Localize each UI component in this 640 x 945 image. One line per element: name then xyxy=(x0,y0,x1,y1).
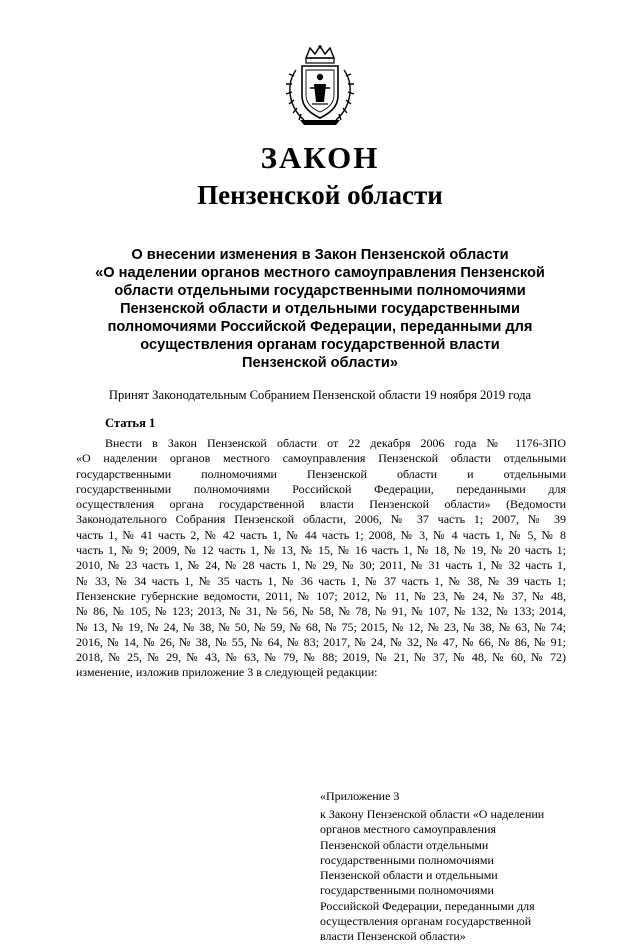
body-line: № 33, № 34 часть 1, № 35 часть 1, № 36 часть 1, № 37 часть 1, № 38, № 39 часть 1; xyxy=(76,573,566,588)
body-line: часть 1, № 9; 2009, № 12 часть 1, № 13, № 15, № 16 часть 1, № 18, № 19, № 20 часть 1; xyxy=(76,543,566,558)
body-line: 2018, № 25, № 29, № 43, № 63, № 79, № 88; 2019, № 21, № 37, № 48, № 60, № 72) xyxy=(76,650,566,665)
law-heading xyxy=(78,246,562,372)
body-line: государственными полномочиями Пензенской области и отдельными xyxy=(76,466,566,481)
heading-line: Пензенской области и отдельными государственными xyxy=(120,301,520,317)
body-line: Внести в Закон Пензенской области от 22 декабря 2006 года № 1176-ЗПО xyxy=(105,436,566,450)
body-line: Пензенские губернские ведомости, 2011, № 107; 2012, № 11, № 23, № 24, № 37, № 48, xyxy=(76,588,566,603)
body-line: № 86, № 105, № 123; 2013, № 31, № 56, № 58, № 78, № 91, № 107, № 132, № 133; 2014, xyxy=(76,604,566,619)
body-line: 2010, № 23 часть 1, № 24, № 28 часть 1, № 29, № 30; 2011, № 31 часть 1, № 32 часть 1, xyxy=(76,558,566,573)
appendix-line: Российской Федерации, переданными для xyxy=(320,898,535,913)
appendix-line: Пензенской области и отдельными xyxy=(320,868,498,883)
document-subtitle: Пензенской области xyxy=(197,180,443,210)
body-line: изменение, изложив приложение 3 в следующей редакции: xyxy=(76,665,378,680)
body-line: № 13, № 19, № 24, № 38, № 50, № 59, № 68, № 75; 2015, № 12, № 23, № 38, № 63, № 74; xyxy=(76,619,566,634)
article-title: Статья 1 xyxy=(105,416,156,430)
heading-line: «О наделении органов местного самоуправления Пензенской xyxy=(95,265,545,281)
coat-of-arms-icon xyxy=(282,44,358,128)
heading-line: полномочиями Российской Федерации, переданными для xyxy=(107,319,533,335)
appendix-line: Пензенской области отдельными xyxy=(320,837,489,852)
heading-line: осуществления органам государственной власти xyxy=(140,337,500,353)
appendix-line: государственными полномочиями xyxy=(320,852,494,867)
body-line: Законодательного Собрания Пензенской области, 2006, № 37 часть 1; 2007, № 39 xyxy=(76,512,566,527)
heading-line: О внесении изменения в Закон Пензенской области xyxy=(131,247,509,263)
adoption-line: Принят Законодательным Собранием Пензенской области 19 ноября 2019 года xyxy=(108,388,532,402)
body-line: государственными полномочиями Российской Федерации, переданными для xyxy=(76,481,566,496)
body-line: 2016, № 14, № 26, № 38, № 55, № 64, № 83; 2017, № 24, № 32, № 47, № 66, № 86, № 91; xyxy=(76,634,566,649)
appendix-caption xyxy=(320,807,570,945)
appendix-line: осуществления органам государственной xyxy=(320,914,532,929)
appendix-line: к Закону Пензенской области «О наделении xyxy=(320,807,545,821)
body-line: часть 1, № 41 часть 2, № 42 часть 1, № 44 часть 1; 2008, № 3, № 4 часть 1, № 5, № 8 xyxy=(76,527,566,542)
appendix-line: органов местного самоуправления xyxy=(320,822,497,837)
heading-line: области отдельными государственными полномочиями xyxy=(114,283,526,299)
appendix-title: «Приложение 3 xyxy=(320,789,400,803)
heading-line: Пензенской области» xyxy=(242,355,398,371)
document-title: ЗАКОН xyxy=(260,140,380,175)
body-line: осуществления органа государственной власти Пензенской области» (Ведомости xyxy=(76,497,566,512)
appendix-line: государственными полномочиями xyxy=(320,883,494,898)
body-line: «О наделении органов местного самоуправления Пензенской области отдельными xyxy=(76,451,566,466)
appendix-line: власти Пензенской области» xyxy=(320,929,466,944)
article-body xyxy=(76,436,566,681)
